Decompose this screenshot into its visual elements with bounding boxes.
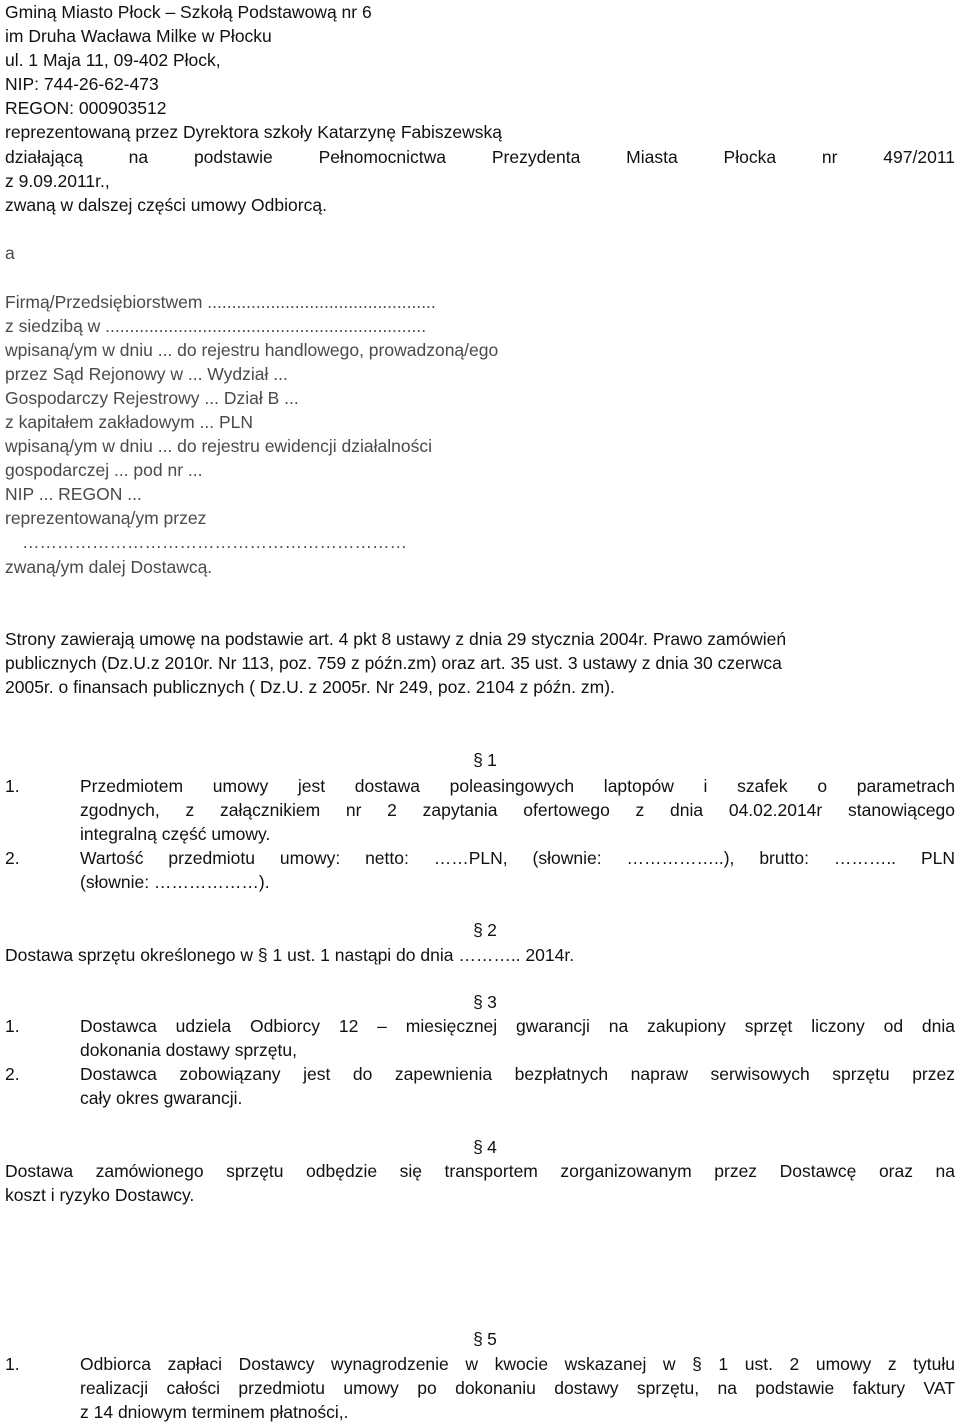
contractor-line-10: reprezentowaną/ym przez (5, 508, 207, 528)
section-sign-icon (473, 990, 483, 1014)
section-sign-icon (473, 748, 483, 772)
s1-item-1-line-3: integralną część umowy. (80, 824, 271, 844)
header-line-5: REGON: 000903512 (5, 98, 167, 118)
header-line-3: ul. 1 Maja 11, 09-402 Płock, (5, 50, 221, 70)
header-line-4: NIP: 744-26-62-473 (5, 74, 159, 94)
section-2-heading: § 2 (455, 918, 515, 942)
s1-item-2-line-2: (słownie: ………………). (80, 872, 270, 892)
preamble-line-2: publicznych (Dz.U.z 2010r. Nr 113, poz. 759 z późn.zm) oraz art. 35 ust. 3 ustawy z dnia 30 czerwca (5, 653, 782, 673)
s3-item-2-line-1: Dostawca zobowiązany jest do zapewnienia bezpłatnych napraw serwisowych sprzętu przez (80, 1064, 955, 1084)
s5-item-1-line-3: z 14 dniowym terminem płatności,. (80, 1402, 349, 1422)
conjunction: a (5, 243, 15, 263)
s4-line-2: koszt i ryzyko Dostawcy. (5, 1185, 195, 1205)
contractor-line-6: z kapitałem zakładowym ... PLN (5, 412, 254, 432)
header-line-2: im Druha Wacława Milke w Płocku (5, 26, 272, 46)
contractor-line-7: wpisaną/ym w dniu ... do rejestru ewidencji działalności (5, 436, 433, 456)
s5-item-1-line-2: realizacji całości przedmiotu umowy po dokonaniu dostawy sprzętu, na podstawie faktury VAT (80, 1378, 955, 1398)
contractor-line-8: gospodarczej ... pod nr ... (5, 460, 203, 480)
header-line-9: zwaną w dalszej części umowy Odbiorcą. (5, 195, 327, 215)
contractor-line-1: Firmą/Przedsiębiorstwem ............................................... (5, 292, 436, 312)
section-sign-icon (473, 1327, 483, 1351)
header-line-1: Gminą Miasto Płock – Szkołą Podstawową nr 6 (5, 2, 372, 22)
section-5-heading: § 5 (455, 1327, 515, 1351)
contractor-line-5: Gospodarczy Rejestrowy ... Dział B ... (5, 388, 299, 408)
section-3-heading: § 3 (455, 990, 515, 1014)
section-4-heading: § 4 (455, 1135, 515, 1159)
s3-item-1-number: 1. (5, 1016, 20, 1036)
header-line-6: reprezentowaną przez Dyrektora szkoły Katarzynę Fabiszewską (5, 122, 503, 142)
s5-item-1-line-1: Odbiorca zapłaci Dostawcy wynagrodzenie w kwocie wskazanej w § 1 ust. 2 umowy z tytułu (80, 1354, 955, 1374)
s1-item-2-line-1: Wartość przedmiotu umowy: netto: ……PLN, (słownie: ……………..), brutto: ……….. PLN (80, 848, 955, 868)
s3-item-1-line-2: dokonania dostawy sprzętu, (80, 1040, 297, 1060)
s3-item-2-line-2: cały okres gwarancji. (80, 1088, 243, 1108)
contractor-line-11: ………………………………………………………… (22, 532, 407, 552)
contractor-line-9: NIP ... REGON ... (5, 484, 142, 504)
contractor-line-2: z siedzibą w .................................................................. (5, 316, 427, 336)
s1-item-1-line-1: Przedmiotem umowy jest dostawa poleasingowych laptopów i szafek o parametrach (80, 776, 955, 796)
section-1-heading: § 1 (455, 748, 515, 772)
s4-line-1: Dostawa zamówionego sprzętu odbędzie się transportem zorganizowanym przez Dostawcę oraz na (5, 1161, 955, 1181)
contractor-line-12: zwaną/ym dalej Dostawcą. (5, 557, 213, 577)
s3-item-1-line-1: Dostawca udziela Odbiorcy 12 – miesięcznej gwarancji na zakupiony sprzęt liczony od dnia (80, 1016, 955, 1036)
contractor-line-4: przez Sąd Rejonowy w ... Wydział ... (5, 364, 288, 384)
s1-item-1-number: 1. (5, 776, 20, 796)
section-sign-icon (473, 918, 483, 942)
s1-item-1-line-2: zgodnych, z załącznikiem nr 2 zapytania ofertowego z dnia 04.02.2014r stanowiącego (80, 800, 955, 820)
contractor-line-3: wpisaną/ym w dniu ... do rejestru handlowego, prowadzoną/ego (5, 340, 499, 360)
s3-item-2-number: 2. (5, 1064, 20, 1084)
header-line-7: działającą na podstawie Pełnomocnictwa Prezydenta Miasta Płocka nr 497/2011 (5, 147, 955, 167)
header-line-8: z 9.09.2011r., (5, 171, 110, 191)
preamble-line-1: Strony zawierają umowę na podstawie art. 4 pkt 8 ustawy z dnia 29 stycznia 2004r. Prawo zamówień (5, 629, 787, 649)
s5-item-1-number: 1. (5, 1354, 20, 1374)
preamble-line-3: 2005r. o finansach publicznych ( Dz.U. z 2005r. Nr 249, poz. 2104 z późn. zm). (5, 677, 615, 697)
section-sign-icon (473, 1135, 483, 1159)
s2-text: Dostawa sprzętu określonego w § 1 ust. 1 nastąpi do dnia ……….. 2014r. (5, 945, 575, 965)
s1-item-2-number: 2. (5, 848, 20, 868)
